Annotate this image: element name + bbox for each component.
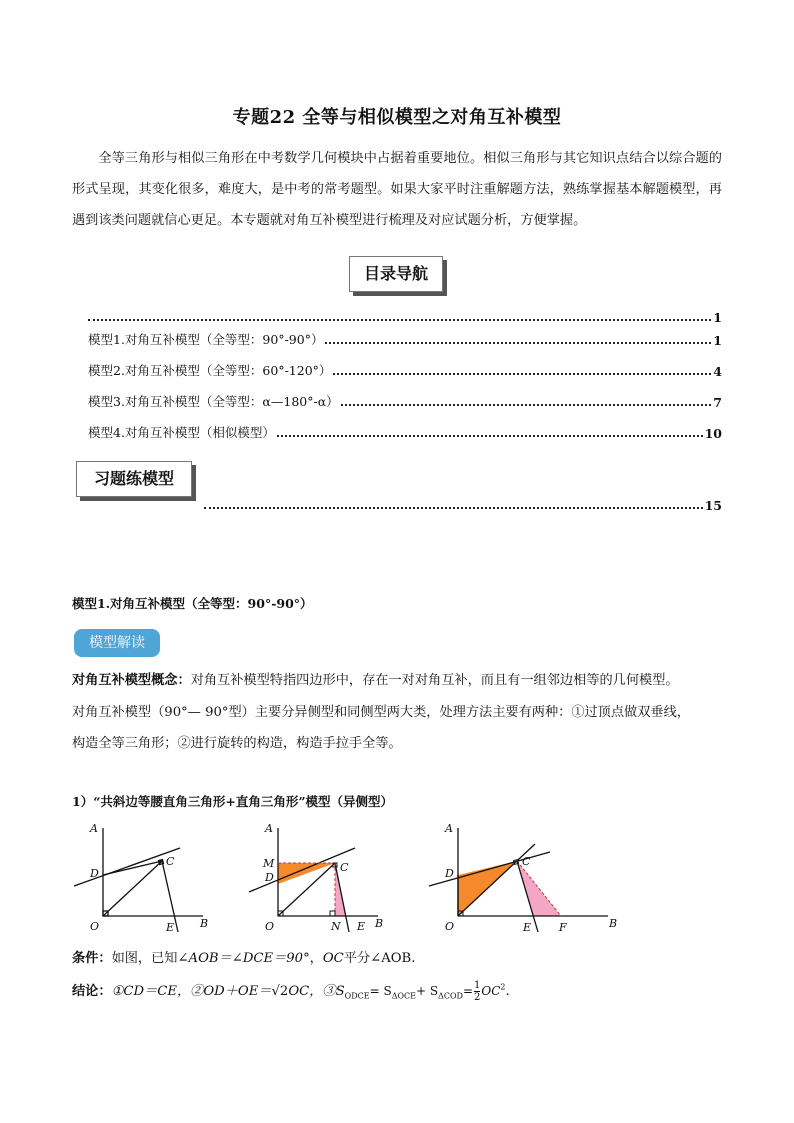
area-sub-3: ΔCOD	[438, 991, 463, 1001]
right-angle-n	[330, 911, 335, 916]
methods-line-1: 对角互补模型（90°— 90°型）主要分异侧型和同侧型两大类，处理方法主要有两种：①过顶点做双垂线，	[72, 705, 690, 720]
label-c: C	[340, 861, 349, 874]
label-c: C	[166, 855, 175, 868]
label-d: D	[445, 867, 454, 880]
toc-item-model3[interactable]	[88, 392, 722, 410]
condition-suffix: 平分∠AOB.	[343, 951, 416, 966]
conclusion-end: .	[505, 984, 510, 999]
toc-item-label: 模型4.对角互补模型（相似模型）	[88, 425, 275, 440]
equals-s: = S	[369, 984, 392, 998]
toc-item-model2[interactable]	[88, 361, 722, 379]
sub-title: 1）“共斜边等腰直角三角形+直角三角形”模型（异侧型）	[72, 794, 394, 809]
area-sub-2: ΔOCE	[391, 991, 416, 1001]
toc-leader-dots	[88, 319, 711, 321]
label-d: D	[90, 867, 99, 880]
toc-item-label: 模型1.对角互补模型（全等型：90°-90°）	[88, 332, 324, 347]
label-n: N	[331, 920, 341, 933]
toc-leader-dots	[325, 342, 711, 344]
toc-page: 15	[704, 498, 722, 513]
label-b: B	[375, 917, 384, 930]
toc-item-model4[interactable]	[88, 423, 722, 441]
label-o: O	[445, 920, 455, 933]
toc-leader-dots	[204, 507, 703, 509]
label-b: B	[200, 917, 209, 930]
fraction-denominator: 2	[474, 992, 481, 1003]
conclusion-label: 结论：	[72, 984, 112, 999]
concept-paragraph	[72, 671, 732, 691]
area-symbol: S	[335, 984, 345, 999]
label-e: E	[166, 921, 175, 934]
condition-eq: ∠AOB＝∠DCE＝90°	[177, 951, 310, 966]
toc-item-model1[interactable]	[88, 330, 722, 348]
label-a: A	[265, 822, 273, 835]
label-f: F	[559, 921, 567, 934]
concept-text: 对角互补模型特指四边形中，存在一对对角互补，而且有一组邻边相等的几何模型。	[190, 673, 679, 688]
toc-leader-dots	[341, 404, 712, 406]
figure-1	[70, 818, 220, 936]
toc-page: 10	[704, 426, 722, 441]
condition-oc: OC	[322, 951, 344, 966]
label-a: A	[90, 822, 98, 835]
equals: =	[462, 984, 474, 998]
conclusion-line	[72, 980, 510, 1003]
toc-page: 4	[713, 364, 722, 379]
condition-line	[72, 947, 415, 966]
intro-paragraph: 全等三角形与相似三角形在中考数学几何模块中占据着重要地位。相似三角形与其它知识点结合以综合题的形式呈现，其变化很多，难度大，是中考的常考题型。如果大家平时注重解题方法，熟练掌握基本解题模型，再遇到该类问题就信心更足。本专题就对角互补模型进行梳理及对应试题分析，方便掌握。	[72, 151, 722, 228]
label-o: O	[265, 920, 275, 933]
toc-item-exercise[interactable]	[204, 495, 722, 513]
toc-heading: 目录导航	[349, 256, 443, 292]
label-e: E	[357, 920, 366, 933]
label-c: C	[522, 855, 531, 868]
condition-mid: ，	[309, 951, 323, 966]
toc-page: 1	[713, 310, 722, 325]
toc-page: 1	[713, 333, 722, 348]
orange-triangle	[278, 863, 335, 884]
model-tag: 模型解读	[74, 629, 160, 657]
sqrt-two: √2	[271, 984, 289, 999]
figure-3	[425, 818, 625, 936]
conclusion-part2: OC，③	[288, 984, 336, 999]
segment-oc	[103, 861, 162, 916]
page-title: 专题22 全等与相似模型之对角互补模型	[232, 107, 562, 128]
label-e: E	[523, 921, 532, 934]
oc-term: OC	[481, 984, 501, 998]
condition-label: 条件：	[72, 951, 112, 966]
label-d: D	[265, 871, 274, 884]
label-a: A	[445, 822, 453, 835]
area-sub-1: ODCE	[344, 991, 370, 1001]
toc-item-label: 模型3.对角互补模型（全等型：α—180°-α）	[88, 394, 339, 409]
label-o: O	[90, 920, 100, 933]
toc-top-line[interactable]	[88, 307, 722, 325]
label-m: M	[263, 857, 275, 870]
exercise-heading: 习题练模型	[76, 461, 192, 497]
toc-leader-dots	[333, 373, 711, 375]
square-exponent: 2	[500, 982, 506, 992]
methods-line-2: 构造全等三角形；②进行旋转的构造，构造手拉手全等。	[72, 736, 402, 751]
plus-s: + S	[415, 984, 439, 998]
segment-dc	[103, 861, 162, 875]
concept-label: 对角互补模型概念：	[72, 673, 191, 688]
section-title: 模型1.对角互补模型（全等型：90°-90°）	[72, 596, 313, 611]
conclusion-part1: ①CD＝CE，②OD＋OE＝	[111, 984, 272, 999]
toc-item-label: 模型2.对角互补模型（全等型：60°-120°）	[88, 363, 332, 378]
fraction-numerator: 1	[474, 980, 481, 991]
condition-prefix: 如图，已知	[111, 951, 178, 966]
fraction-half	[474, 980, 480, 1003]
toc-leader-dots	[277, 435, 703, 437]
figure-2	[245, 818, 395, 936]
toc-page: 7	[713, 395, 722, 410]
label-b: B	[609, 917, 618, 930]
